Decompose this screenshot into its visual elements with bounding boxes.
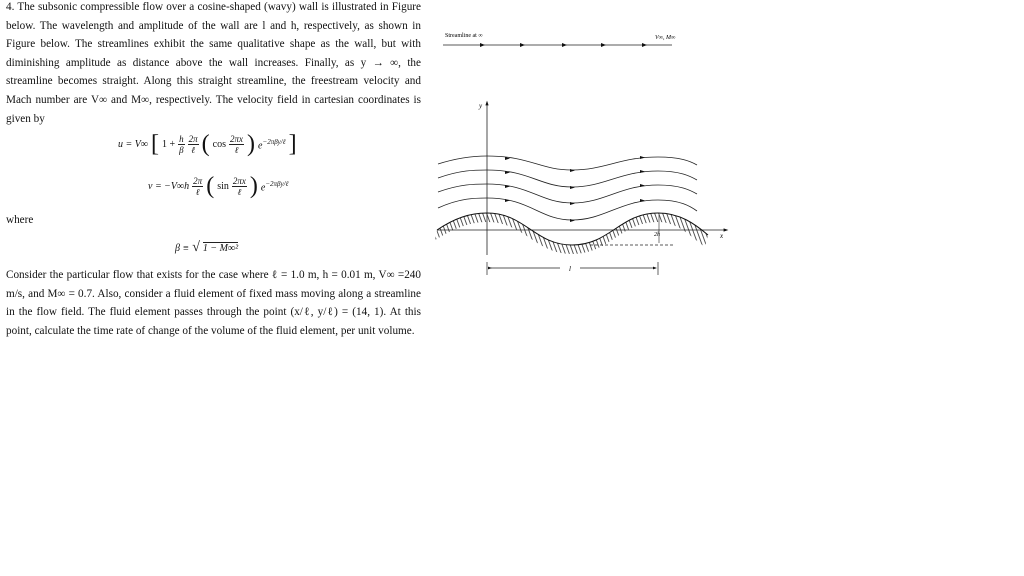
x-axis-label: x bbox=[720, 232, 724, 240]
fn: cos bbox=[212, 139, 226, 150]
amplitude-label: 2h bbox=[654, 232, 660, 238]
beta-lhs: β ≡ bbox=[175, 242, 190, 254]
problem-intro: 4. The subsonic compressible flow over a cosine-shaped (wavy) wall is illustrated in Figure below. The wavelength and amplitude of the wall are l and h, respectively, as shown in Figure below. The streamlines exhibit the same qualitative shape as the wall, but with diminishing amplitude as distance above the wall increases. Finally, as y → ∞, the streamline becomes straight. Along this straight streamline, the freestream velocity and Mach number are V∞ and M∞, respectively. The velocity field in cartesian coordinates is given by bbox=[6, 1, 421, 125]
frac: ℓ bbox=[234, 145, 239, 155]
frac: ℓ bbox=[195, 187, 200, 197]
streamlines bbox=[438, 156, 697, 220]
problem-question: Consider the particular flow that exists for the case where ℓ = 1.0 m, h = 0.01 m, V∞ =240 m/s, and M∞ = 0.7. Also, consider a fluid element of fixed mass moving along a streamline in the flow field. The fluid element passes through the point (x/ℓ, y/ℓ) = (14, 1). At this point, calculate the time rate of change of the volume of the fluid element, per unit volume. bbox=[6, 269, 421, 337]
exp-base: e bbox=[260, 182, 266, 194]
exponent: −2πβy/ℓ bbox=[262, 137, 286, 146]
where-label: where bbox=[6, 214, 34, 226]
eq-u-lhs: u = V∞ bbox=[118, 139, 148, 150]
exp-base: e bbox=[258, 140, 263, 152]
frac: 2π bbox=[188, 134, 198, 144]
radicand: 1 − M∞² bbox=[202, 243, 239, 254]
sqrt-sign: √ bbox=[192, 240, 200, 255]
frac: h bbox=[179, 134, 184, 144]
equation-u: u = V∞ [ 1 + $\frac{h}{\beta}$ $\frac{2\pi}{\text{ℓ}}$ ( cos $\frac{2\pi x}{\text{ℓ}}$ ) $e^{-2\pi\beta y/\ell}$ ] bbox=[118, 131, 297, 157]
eq-u-one: 1 + bbox=[162, 139, 176, 150]
frac: 2πx bbox=[232, 176, 246, 186]
wavy-wall bbox=[435, 213, 708, 254]
fn: sin bbox=[217, 181, 229, 192]
frac: β bbox=[179, 145, 184, 155]
frac: 2π bbox=[193, 176, 203, 186]
exponent: −2πβy/ℓ bbox=[265, 179, 289, 188]
wavelength-dimension bbox=[487, 262, 658, 275]
frac: ℓ bbox=[237, 187, 242, 197]
wavelength-label: l bbox=[569, 265, 571, 273]
streamline-infinity bbox=[443, 43, 672, 47]
eq-v-lhs: v = −V∞h bbox=[148, 181, 190, 192]
frac: ℓ bbox=[191, 145, 196, 155]
streamline-infinity-label: Streamline at ∞ bbox=[445, 33, 483, 39]
y-axis-label: y bbox=[479, 102, 483, 110]
freestream-label: V∞, M∞ bbox=[655, 35, 676, 41]
frac: 2πx bbox=[230, 134, 244, 144]
streamline-arrows bbox=[505, 156, 645, 222]
equation-v: v = −V∞h $\frac{2\pi}{\text{ℓ}}$ ( sin $\frac{2\pi x}{\text{ℓ}}$ ) $e^{-2\pi\beta y/\ell}$ bbox=[148, 173, 289, 199]
